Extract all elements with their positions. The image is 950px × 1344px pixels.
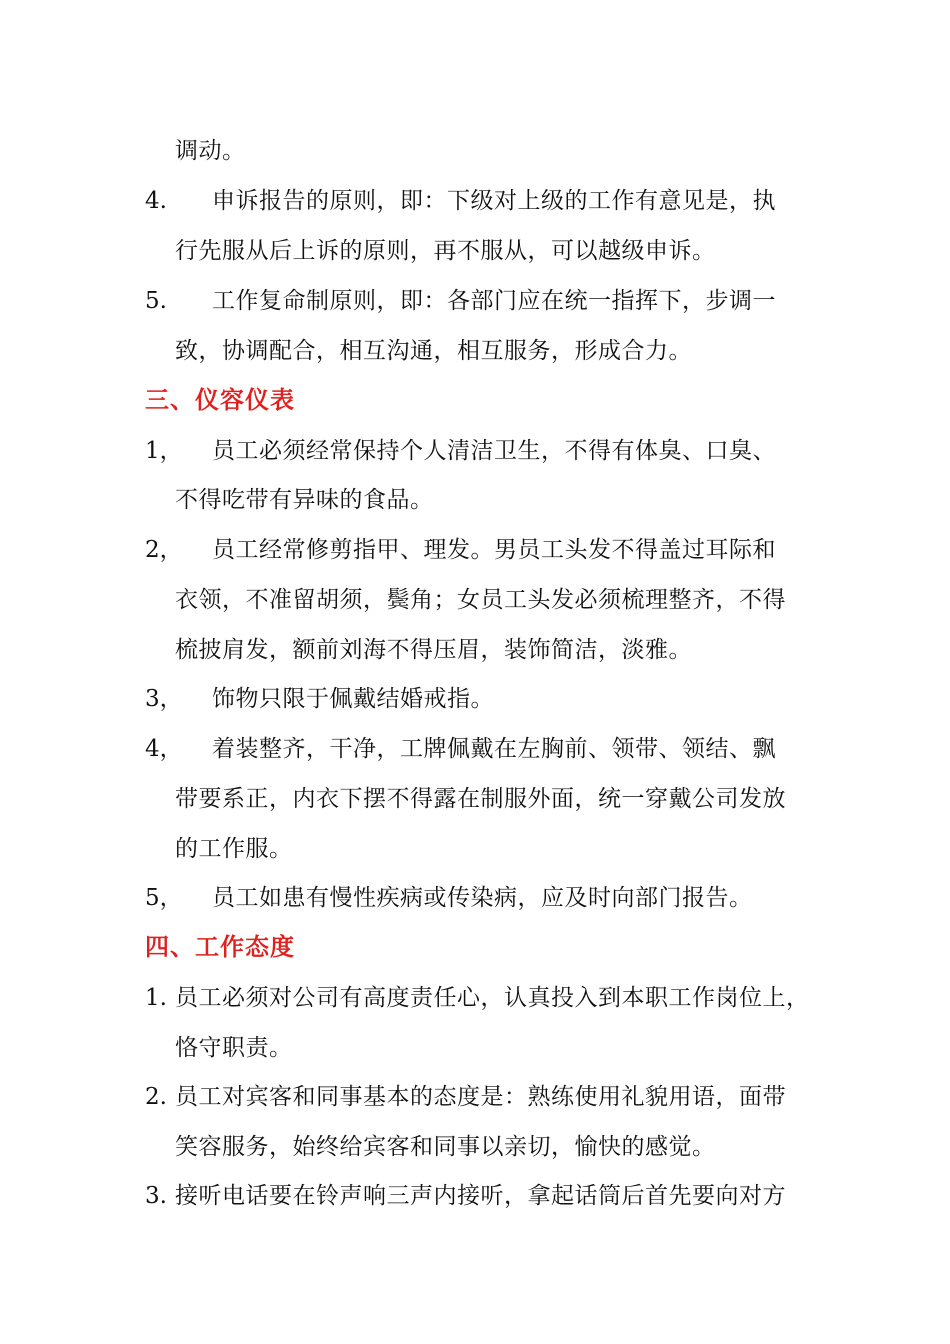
list-item-text: 员工必须经常保持个人清洁卫生，不得有体臭、口臭、	[212, 438, 776, 464]
list-item-text: 致，协调配合，相互沟通，相互服务，形成合力。	[175, 338, 692, 364]
list-item-text: 员工如患有慢性疾病或传染病，应及时向部门报告。	[212, 885, 753, 911]
list-item-text: 接听电话要在铃声响三声内接听，拿起话筒后首先要向对方	[175, 1183, 786, 1209]
list-number: 5，	[145, 885, 183, 911]
list-item-text: 员工经常修剪指甲、理发。男员工头发不得盖过耳际和	[212, 537, 776, 563]
list-number: 4，	[145, 736, 183, 762]
list-number: 2，	[145, 537, 183, 563]
list-item-text: 饰物只限于佩戴结婚戒指。	[212, 686, 494, 712]
list-item-text: 恪守职责。	[175, 1035, 293, 1061]
list-item-text: 员工对宾客和同事基本的态度是：熟练使用礼貌用语，面带	[175, 1084, 786, 1110]
list-item-text: 的工作服。	[175, 836, 293, 862]
list-item-text: 行先服从后上诉的原则，再不服从，可以越级申诉。	[175, 238, 716, 264]
section-heading: 三、仪容仪表	[145, 385, 295, 414]
list-number: 3.	[145, 1183, 167, 1209]
list-item-text: 梳披肩发，额前刘海不得压眉，装饰简洁，淡雅。	[175, 637, 692, 663]
list-item-text: 衣领，不准留胡须，鬓角；女员工头发必须梳理整齐，不得	[175, 587, 786, 613]
list-item-text: 申诉报告的原则，即：下级对上级的工作有意见是，执	[212, 188, 776, 214]
list-item-text: 员工必须对公司有高度责任心，认真投入到本职工作岗位上，	[175, 985, 810, 1011]
list-number: 2.	[145, 1084, 167, 1110]
list-number: 4.	[145, 188, 167, 214]
list-item-text: 工作复命制原则，即：各部门应在统一指挥下，步调一	[212, 288, 776, 314]
list-item-text: 着装整齐，干净，工牌佩戴在左胸前、领带、领结、飘	[212, 736, 776, 762]
section-heading: 四、工作态度	[145, 932, 295, 961]
continued-text: 调动。	[175, 138, 246, 164]
list-number: 5.	[145, 288, 167, 314]
list-number: 3，	[145, 686, 183, 712]
list-number: 1，	[145, 438, 183, 464]
list-item-text: 笑容服务，始终给宾客和同事以亲切，愉快的感觉。	[175, 1134, 716, 1160]
list-item-text: 带要系正，内衣下摆不得露在制服外面，统一穿戴公司发放	[175, 786, 786, 812]
list-item-text: 不得吃带有异味的食品。	[175, 487, 434, 513]
list-number: 1.	[145, 985, 167, 1011]
